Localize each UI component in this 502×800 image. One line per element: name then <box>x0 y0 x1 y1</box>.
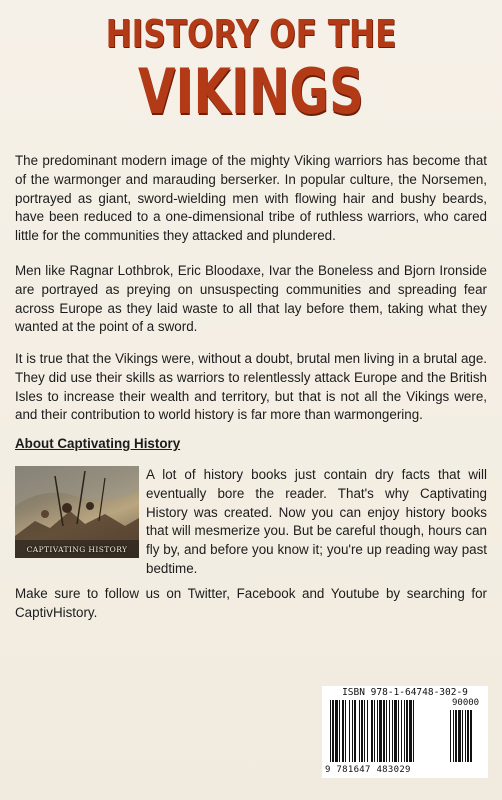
barcode-stripe <box>371 700 373 762</box>
barcode-addon-stripe <box>455 710 457 762</box>
barcode-addon-stripe <box>467 710 469 762</box>
paragraph-1: The predominant modern image of the mighty Viking warriors has become that of the warmonger and marauding berserker. In popular culture, the Norsemen, portrayed as giant, sword-wielding men with flowing hair and bushy beards, have been reduced to a one-dimensional tribe of ruthless warriors, who cared little for the communities they attacked and plundered. <box>15 153 487 244</box>
barcode-stripe <box>409 700 412 762</box>
about-text: A lot of history books just contain dry facts that will eventually bore the reader. That's why Captivating History was created. Now you can enjoy history books that will mesmerize you. But be careful though, hours can fly by, and before you know it; you're up reading way past bedtime. <box>146 467 487 576</box>
barcode-addon-stripe <box>450 710 451 762</box>
barcode-stripe <box>413 700 414 762</box>
logo-label: CAPTIVATING HISTORY <box>26 545 128 554</box>
barcode-stripe <box>367 700 368 762</box>
barcode-addon-stripe <box>458 710 461 762</box>
paragraph-2: Men like Ragnar Lothbrok, Eric Bloodaxe, Ivar the Boneless and Bjorn Ironside are portrayed as preying on unsuspecting communities and spreading fear across Europe as they laid waste to all that lay before them, taking what they wanted at the point of a sword. <box>15 263 487 335</box>
barcode-addon-stripe <box>453 710 454 762</box>
barcode-stripe <box>339 700 340 762</box>
barcode-stripe <box>361 700 363 762</box>
barcode-addon-stripe <box>465 710 466 762</box>
barcode-stripe <box>389 700 390 762</box>
barcode-stripe <box>401 700 402 762</box>
follow-paragraph: Make sure to follow us on Twitter, Facebook and Youtube by searching for CaptivHistory. <box>15 586 487 620</box>
barcode-stripe <box>364 700 365 762</box>
barcode-stripe <box>386 700 387 762</box>
barcode-stripe <box>394 700 397 762</box>
barcode-stripe <box>354 700 356 762</box>
barcode-stripe <box>335 700 338 762</box>
barcode-stripe <box>377 700 378 762</box>
barcode-stripe <box>332 700 334 762</box>
barcode-stripe <box>330 700 331 762</box>
barcode-stripe <box>398 700 399 762</box>
barcode-stripe <box>374 700 375 762</box>
barcode-stripe <box>352 700 353 762</box>
price-code: 90000 <box>452 698 480 708</box>
barcode-addon-stripe <box>462 710 463 762</box>
isbn-number: ISBN 978-1-64748-302-9 <box>342 687 468 698</box>
barcode-stripe <box>392 700 393 762</box>
barcode-stripe <box>359 700 360 762</box>
paragraph-3: It is true that the Vikings were, without a doubt, brutal men living in a brutal age. They did use their skills as warriors to relentlessly attack Europe and the British Isles to increase their wealth and territory, but that is not all the Vikings were, and their contribution to world history is far more than warmongering. <box>15 351 487 423</box>
barcode-stripe <box>379 700 382 762</box>
title-line-2: VIKINGS <box>138 55 364 128</box>
barcode-addon-stripe <box>470 710 472 762</box>
barcode-stripe <box>383 700 385 762</box>
about-heading: About Captivating History <box>15 436 181 451</box>
ean-number: 9 781647 483029 <box>325 765 411 775</box>
title-line-1: HISTORY OF THE <box>105 12 397 56</box>
captivating-history-logo-image <box>15 466 139 558</box>
barcode-stripe <box>404 700 405 762</box>
barcode-stripe <box>406 700 408 762</box>
isbn-barcode <box>322 686 488 778</box>
barcode-stripe <box>345 700 346 762</box>
barcode-stripe <box>342 700 344 762</box>
barcode-stripe <box>349 700 350 762</box>
